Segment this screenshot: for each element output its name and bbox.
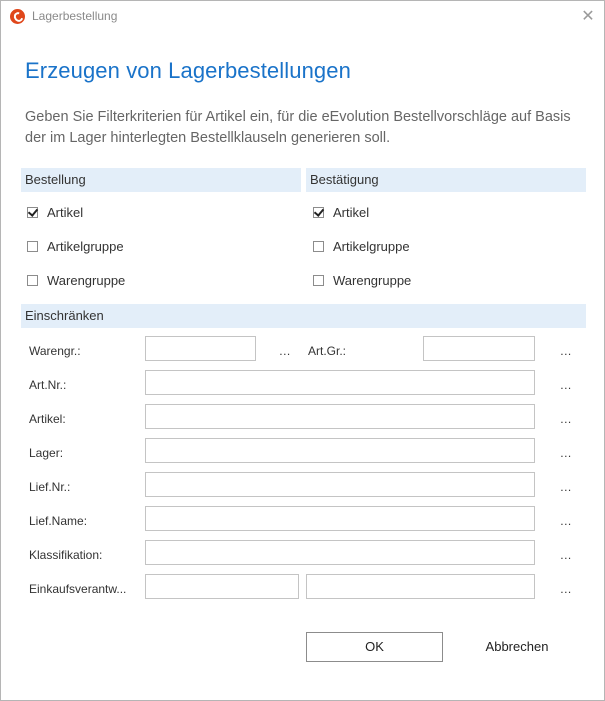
eevolution-logo-icon [10,9,25,24]
checkbox-bestaetigung-warengruppe[interactable] [313,271,411,289]
input-einkaufsverantw-name[interactable] [306,574,535,599]
input-artgr[interactable] [423,336,535,361]
label-artnr: Art.Nr.: [29,378,67,392]
checkbox-label: Artikel [333,204,370,220]
browse-einkaufsverantw-button[interactable]: ... [560,582,572,596]
browse-liefname-button[interactable]: ... [560,514,572,528]
input-klassifikation[interactable] [145,540,535,565]
label-einkaufsverantw: Einkaufsverantw... [29,582,127,596]
browse-artnr-button[interactable]: ... [560,378,572,392]
section-header-einschraenken: Einschränken [21,304,586,328]
checkbox-label: Artikelgruppe [333,238,410,254]
checkbox-label: Artikel [47,204,84,220]
label-warengr: Warengr.: [29,344,81,358]
title-bar [1,1,604,33]
input-artnr[interactable] [145,370,535,395]
browse-liefnr-button[interactable]: ... [560,480,572,494]
checkbox-label: Artikelgruppe [47,238,124,254]
checkbox-label: Warengruppe [333,272,412,288]
checkbox-bestaetigung-artikelgruppe[interactable] [313,237,410,255]
input-artikel[interactable] [145,404,535,429]
browse-klassifikation-button[interactable]: ... [560,548,572,562]
page-title: Erzeugen von Lagerbestellungen [25,58,351,83]
checkbox-box[interactable] [27,241,38,252]
window-title: Lagerbestellung [32,9,118,23]
label-lager: Lager: [29,446,64,460]
section-header-bestaetigung: Bestätigung [306,168,586,192]
label-artgr: Art.Gr.: [308,344,347,358]
browse-artgr-button[interactable]: ... [560,344,572,358]
input-einkaufsverantw-id[interactable] [145,574,299,599]
checkbox-bestaetigung-artikel[interactable] [313,203,369,221]
label-liefname: Lief.Name: [29,514,88,528]
section-header-bestellung: Bestellung [21,168,301,192]
label-liefnr: Lief.Nr.: [29,480,71,494]
close-icon[interactable]: ✕ [581,8,595,25]
input-liefname[interactable] [145,506,535,531]
input-liefnr[interactable] [145,472,535,497]
checkbox-box[interactable] [313,207,324,218]
checkbox-box[interactable] [27,207,38,218]
checkbox-bestellung-artikel[interactable] [27,203,83,221]
browse-artikel-button[interactable]: ... [560,412,572,426]
description-text: Geben Sie Filterkriterien für Artikel ein, für die eEvolution Bestellvorschläge auf Basis der im Lager hinterlegten Bestellklauseln generieren soll. [25,109,571,146]
browse-lager-button[interactable]: ... [560,446,572,460]
checkbox-label: Warengruppe [47,272,126,288]
label-klassifikation: Klassifikation: [29,548,103,562]
label-artikel: Artikel: [29,412,66,426]
input-lager[interactable] [145,438,535,463]
browse-warengr-button[interactable]: ... [279,344,291,358]
checkbox-bestellung-artikelgruppe[interactable] [27,237,124,255]
checkbox-box[interactable] [27,275,38,286]
cancel-button[interactable]: Abbrechen [485,639,549,654]
checkbox-box[interactable] [313,275,324,286]
checkbox-box[interactable] [313,241,324,252]
checkbox-bestellung-warengruppe[interactable] [27,271,125,289]
ok-button[interactable]: OK [306,632,443,662]
input-warengr[interactable] [145,336,256,361]
